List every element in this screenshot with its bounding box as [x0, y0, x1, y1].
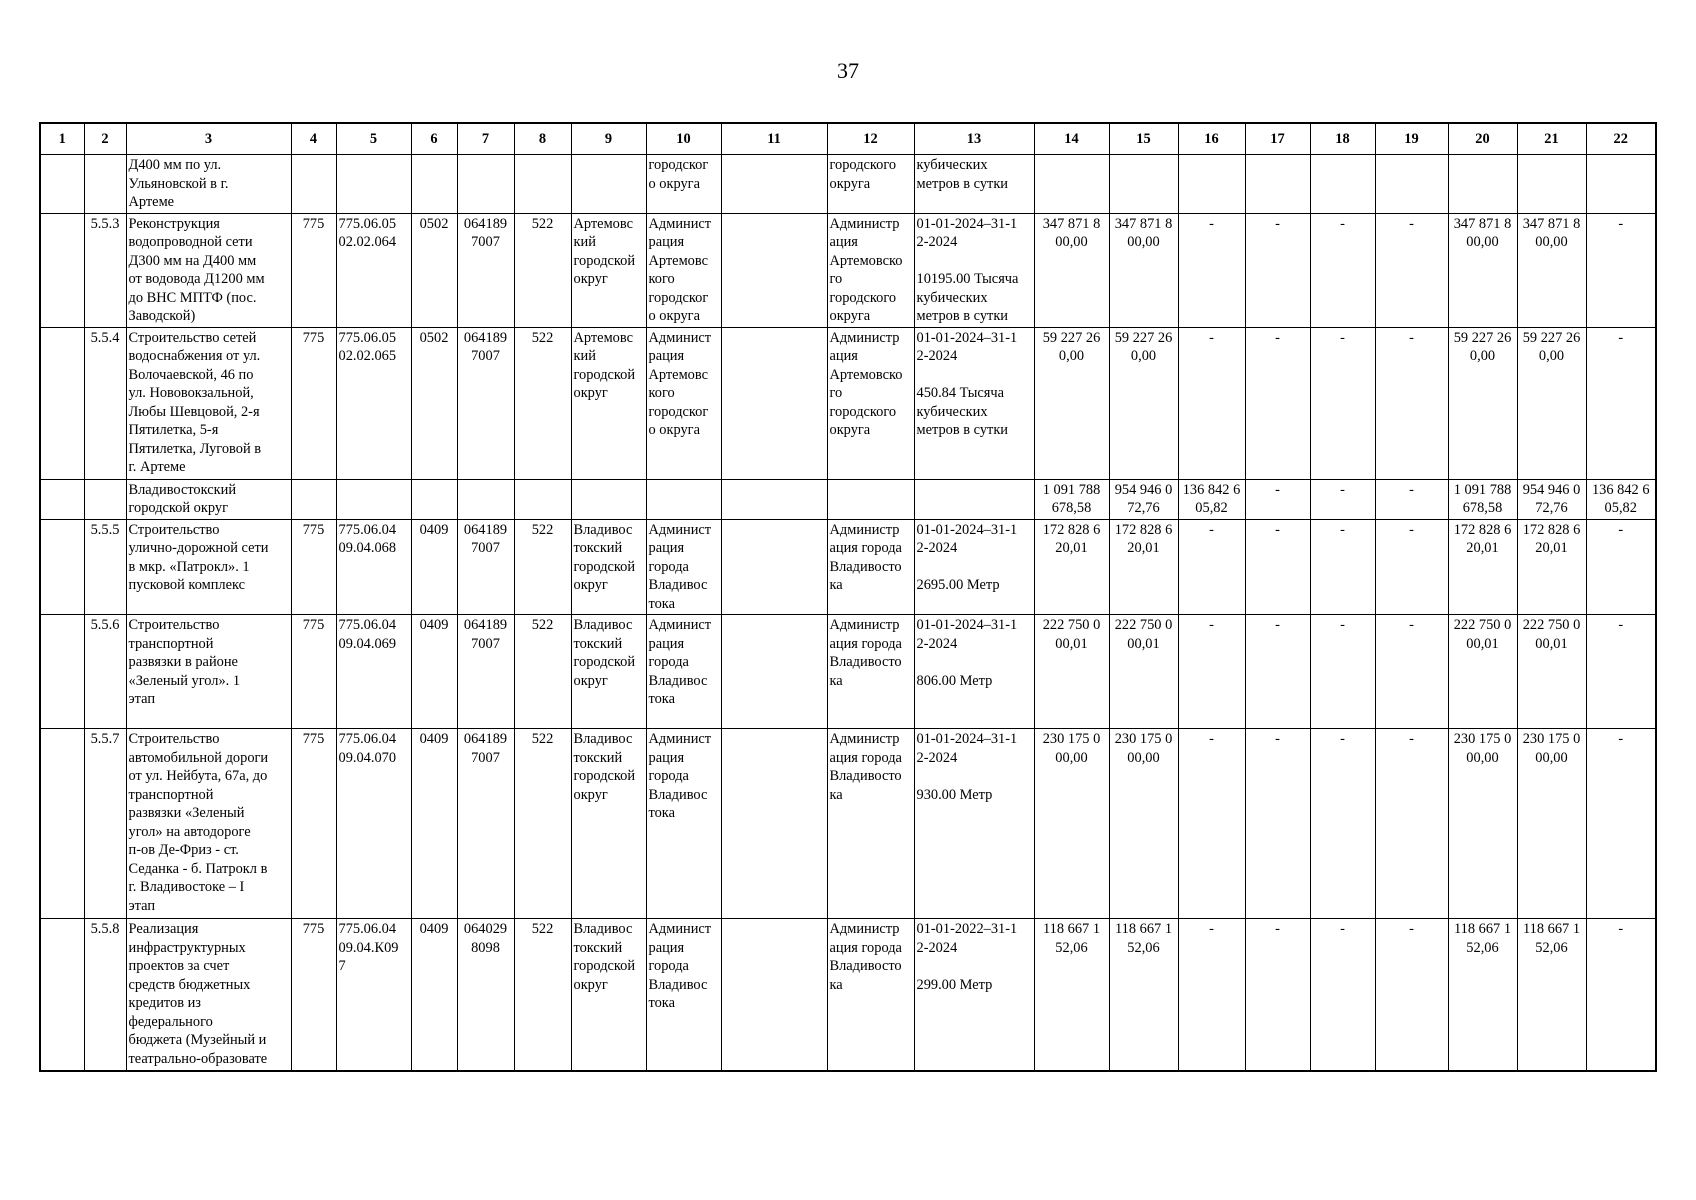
table-cell-col-21: 230 175 0 00,00 — [1517, 729, 1586, 919]
table-cell-col-16 — [1178, 155, 1245, 214]
table-row — [40, 213, 1656, 327]
table-cell-col-7 — [457, 155, 514, 214]
table-cell-col-18: - — [1310, 479, 1375, 519]
column-header: 6 — [411, 123, 457, 155]
table-cell-col-6 — [411, 479, 457, 519]
table-cell-col-7: 064189 7007 — [457, 729, 514, 919]
table-cell-col-9: Владивос токский городской округ — [571, 519, 646, 615]
table-cell-col-2: 5.5.7 — [84, 729, 126, 919]
table-cell-col-12: Администр ация города Владивосто ка — [827, 519, 914, 615]
table-cell-col-17: - — [1245, 327, 1310, 479]
table-cell-col-13: 01-01-2024–31-1 2-2024 450.84 Тысяча кубических метров в сутки — [914, 327, 1034, 479]
table-cell-col-15: 954 946 0 72,76 — [1109, 479, 1178, 519]
table-cell-col-21 — [1517, 155, 1586, 214]
column-header: 19 — [1375, 123, 1448, 155]
table-cell-col-10: Админист рация города Владивос тока — [646, 729, 721, 919]
table-cell-col-11 — [721, 479, 827, 519]
table-row — [40, 615, 1656, 729]
table-cell-col-21: 118 667 1 52,06 — [1517, 919, 1586, 1072]
table-cell-col-14 — [1034, 155, 1109, 214]
table-cell-col-16: - — [1178, 729, 1245, 919]
table-cell-col-10: городског о округа — [646, 155, 721, 214]
table-row — [40, 519, 1656, 615]
table-cell-col-5: 775.06.04 09.04.К09 7 — [336, 919, 411, 1072]
table-cell-col-11 — [721, 919, 827, 1072]
table-cell-col-8 — [514, 479, 571, 519]
table-cell-col-22: - — [1586, 729, 1656, 919]
table-cell-col-9: Владивос токский городской округ — [571, 729, 646, 919]
table-cell-col-8: 522 — [514, 919, 571, 1072]
table-cell-col-15: 118 667 1 52,06 — [1109, 919, 1178, 1072]
table-cell-col-4: 775 — [291, 729, 336, 919]
table-cell-col-3: Строительство транспортной развязки в районе «Зеленый угол». 1 этап — [126, 615, 291, 729]
table-cell-col-11 — [721, 519, 827, 615]
table-cell-col-15: 222 750 0 00,01 — [1109, 615, 1178, 729]
table-cell-col-2: 5.5.3 — [84, 213, 126, 327]
table-cell-col-5: 775.06.05 02.02.065 — [336, 327, 411, 479]
table-cell-col-7: 064029 8098 — [457, 919, 514, 1072]
table-cell-col-8: 522 — [514, 213, 571, 327]
table-cell-col-11 — [721, 729, 827, 919]
table-cell-col-12: Администр ация города Владивосто ка — [827, 729, 914, 919]
table-cell-col-19: - — [1375, 729, 1448, 919]
table-cell-col-1 — [40, 155, 84, 214]
table-cell-col-9: Артемовс кий городской округ — [571, 213, 646, 327]
table-cell-col-9: Артемовс кий городской округ — [571, 327, 646, 479]
table-cell-col-20: 59 227 26 0,00 — [1448, 327, 1517, 479]
table-cell-col-15: 172 828 6 20,01 — [1109, 519, 1178, 615]
column-header: 12 — [827, 123, 914, 155]
table-cell-col-22: - — [1586, 327, 1656, 479]
table-cell-col-13: 01-01-2024–31-1 2-2024 930.00 Метр — [914, 729, 1034, 919]
table-cell-col-19: - — [1375, 519, 1448, 615]
table-cell-col-15 — [1109, 155, 1178, 214]
table-cell-col-3: Строительство автомобильной дороги от ул. Нейбута, 67а, до транспортной развязки «Зеленый угол» на автодороге п-ов Де-Фриз - ст. Седанка - б. Патрокл в г. Владивостоке – I этап — [126, 729, 291, 919]
table-cell-col-1 — [40, 729, 84, 919]
table-cell-col-17: - — [1245, 615, 1310, 729]
column-header: 20 — [1448, 123, 1517, 155]
table-cell-col-20: 347 871 8 00,00 — [1448, 213, 1517, 327]
table-cell-col-14: 230 175 0 00,00 — [1034, 729, 1109, 919]
table-cell-col-18 — [1310, 155, 1375, 214]
table-cell-col-13: 01-01-2022–31-1 2-2024 299.00 Метр — [914, 919, 1034, 1072]
table-cell-col-4: 775 — [291, 919, 336, 1072]
column-header: 1 — [40, 123, 84, 155]
table-cell-col-9 — [571, 479, 646, 519]
table-cell-col-10: Админист рация Артемовс кого городског о округа — [646, 327, 721, 479]
column-header: 10 — [646, 123, 721, 155]
table-cell-col-2: 5.5.8 — [84, 919, 126, 1072]
table-cell-col-13 — [914, 479, 1034, 519]
table-cell-col-22: - — [1586, 919, 1656, 1072]
budget-table — [39, 122, 1657, 1072]
table-cell-col-18: - — [1310, 519, 1375, 615]
table-cell-col-4: 775 — [291, 213, 336, 327]
table-cell-col-21: 222 750 0 00,01 — [1517, 615, 1586, 729]
table-cell-col-1 — [40, 615, 84, 729]
table-cell-col-11 — [721, 327, 827, 479]
table-cell-col-16: - — [1178, 615, 1245, 729]
table-cell-col-4: 775 — [291, 519, 336, 615]
table-cell-col-7: 064189 7007 — [457, 327, 514, 479]
table-cell-col-5: 775.06.04 09.04.069 — [336, 615, 411, 729]
table-cell-col-8 — [514, 155, 571, 214]
table-cell-col-6: 0409 — [411, 729, 457, 919]
column-header: 9 — [571, 123, 646, 155]
table-cell-col-8: 522 — [514, 327, 571, 479]
table-cell-col-19: - — [1375, 479, 1448, 519]
table-cell-col-13: кубических метров в сутки — [914, 155, 1034, 214]
table-cell-col-14: 59 227 26 0,00 — [1034, 327, 1109, 479]
table-cell-col-13: 01-01-2024–31-1 2-2024 10195.00 Тысяча кубических метров в сутки — [914, 213, 1034, 327]
table-cell-col-10: Админист рация Артемовс кого городског о округа — [646, 213, 721, 327]
table-cell-col-7: 064189 7007 — [457, 519, 514, 615]
table-cell-col-8: 522 — [514, 519, 571, 615]
table-cell-col-17: - — [1245, 519, 1310, 615]
column-header: 21 — [1517, 123, 1586, 155]
column-header: 13 — [914, 123, 1034, 155]
table-cell-col-14: 118 667 1 52,06 — [1034, 919, 1109, 1072]
table-cell-col-13: 01-01-2024–31-1 2-2024 2695.00 Метр — [914, 519, 1034, 615]
table-cell-col-22 — [1586, 155, 1656, 214]
table-row — [40, 327, 1656, 479]
table-cell-col-9: Владивос токский городской округ — [571, 615, 646, 729]
table-cell-col-18: - — [1310, 729, 1375, 919]
table-cell-col-6 — [411, 155, 457, 214]
table-cell-col-7: 064189 7007 — [457, 213, 514, 327]
table-cell-col-9: Владивос токский городской округ — [571, 919, 646, 1072]
table-cell-col-12: городского округа — [827, 155, 914, 214]
table-cell-col-4 — [291, 479, 336, 519]
table-cell-col-11 — [721, 615, 827, 729]
table-cell-col-3: Реализация инфраструктурных проектов за счет средств бюджетных кредитов из федерального бюджета (Музейный и театрально-образовате — [126, 919, 291, 1072]
table-cell-col-3: Строительство улично-дорожной сети в мкр. «Патрокл». 1 пусковой комплекс — [126, 519, 291, 615]
table-cell-col-12: Администр ация города Владивосто ка — [827, 615, 914, 729]
table-cell-col-13: 01-01-2024–31-1 2-2024 806.00 Метр — [914, 615, 1034, 729]
table-cell-col-22: - — [1586, 615, 1656, 729]
table-cell-col-6: 0502 — [411, 213, 457, 327]
table-cell-col-17: - — [1245, 213, 1310, 327]
table-cell-col-5 — [336, 155, 411, 214]
table-cell-col-6: 0409 — [411, 519, 457, 615]
table-cell-col-17 — [1245, 155, 1310, 214]
table-cell-col-5: 775.06.05 02.02.064 — [336, 213, 411, 327]
table-cell-col-10 — [646, 479, 721, 519]
table-cell-col-2: 5.5.5 — [84, 519, 126, 615]
column-header: 22 — [1586, 123, 1656, 155]
table-cell-col-10: Админист рация города Владивос тока — [646, 519, 721, 615]
table-cell-col-1 — [40, 919, 84, 1072]
column-header: 5 — [336, 123, 411, 155]
table-cell-col-4: 775 — [291, 327, 336, 479]
table-cell-col-19: - — [1375, 919, 1448, 1072]
table-cell-col-18: - — [1310, 919, 1375, 1072]
table-cell-col-12 — [827, 479, 914, 519]
table-cell-col-7 — [457, 479, 514, 519]
table-cell-col-14: 1 091 788 678,58 — [1034, 479, 1109, 519]
table-cell-col-4 — [291, 155, 336, 214]
table-cell-col-16: - — [1178, 327, 1245, 479]
column-header: 18 — [1310, 123, 1375, 155]
table-cell-col-3: Владивостокский городской округ — [126, 479, 291, 519]
table-cell-col-5: 775.06.04 09.04.068 — [336, 519, 411, 615]
table-cell-col-3: Реконструкция водопроводной сети Д300 мм на Д400 мм от водовода Д1200 мм до ВНС МПТФ (пос. Заводской) — [126, 213, 291, 327]
table-cell-col-10: Админист рация города Владивос тока — [646, 615, 721, 729]
table-cell-col-2 — [84, 155, 126, 214]
table-cell-col-20: 172 828 6 20,01 — [1448, 519, 1517, 615]
table-cell-col-1 — [40, 519, 84, 615]
table-row — [40, 479, 1656, 519]
table-cell-col-14: 347 871 8 00,00 — [1034, 213, 1109, 327]
table-cell-col-14: 172 828 6 20,01 — [1034, 519, 1109, 615]
table-cell-col-21: 954 946 0 72,76 — [1517, 479, 1586, 519]
table-cell-col-6: 0502 — [411, 327, 457, 479]
column-header: 17 — [1245, 123, 1310, 155]
table-cell-col-22: - — [1586, 213, 1656, 327]
column-header: 3 — [126, 123, 291, 155]
table-cell-col-3: Строительство сетей водоснабжения от ул. Волочаевской, 46 по ул. Нововокзальной, Любы Шевцовой, 2-я Пятилетка, 5-я Пятилетка, Луговой в г. Артеме — [126, 327, 291, 479]
table-cell-col-12: Администр ация Артемовско го городского округа — [827, 213, 914, 327]
table-cell-col-17: - — [1245, 729, 1310, 919]
table-cell-col-16: - — [1178, 213, 1245, 327]
column-header: 4 — [291, 123, 336, 155]
table-cell-col-20: 230 175 0 00,00 — [1448, 729, 1517, 919]
table-cell-col-18: - — [1310, 615, 1375, 729]
table-cell-col-6: 0409 — [411, 919, 457, 1072]
table-cell-col-1 — [40, 479, 84, 519]
table-cell-col-1 — [40, 327, 84, 479]
column-header: 11 — [721, 123, 827, 155]
table-cell-col-11 — [721, 155, 827, 214]
table-cell-col-18: - — [1310, 327, 1375, 479]
header-row — [40, 123, 1656, 155]
table-cell-col-2: 5.5.4 — [84, 327, 126, 479]
table-cell-col-15: 230 175 0 00,00 — [1109, 729, 1178, 919]
table-cell-col-20: 1 091 788 678,58 — [1448, 479, 1517, 519]
table-cell-col-9 — [571, 155, 646, 214]
table-cell-col-3: Д400 мм по ул. Ульяновской в г. Артеме — [126, 155, 291, 214]
column-header: 15 — [1109, 123, 1178, 155]
column-header: 14 — [1034, 123, 1109, 155]
table-cell-col-7: 064189 7007 — [457, 615, 514, 729]
table-cell-col-19: - — [1375, 213, 1448, 327]
table-cell-col-8: 522 — [514, 729, 571, 919]
table-cell-col-10: Админист рация города Владивос тока — [646, 919, 721, 1072]
table-row — [40, 919, 1656, 1072]
table-cell-col-17: - — [1245, 479, 1310, 519]
column-header: 16 — [1178, 123, 1245, 155]
table-cell-col-11 — [721, 213, 827, 327]
table-cell-col-19 — [1375, 155, 1448, 214]
table-cell-col-14: 222 750 0 00,01 — [1034, 615, 1109, 729]
table-cell-col-22: - — [1586, 519, 1656, 615]
table-row — [40, 729, 1656, 919]
table-cell-col-17: - — [1245, 919, 1310, 1072]
table-cell-col-12: Администр ация города Владивосто ка — [827, 919, 914, 1072]
table-cell-col-6: 0409 — [411, 615, 457, 729]
column-header: 7 — [457, 123, 514, 155]
table-cell-col-15: 59 227 26 0,00 — [1109, 327, 1178, 479]
table-cell-col-8: 522 — [514, 615, 571, 729]
column-header: 8 — [514, 123, 571, 155]
table-cell-col-20 — [1448, 155, 1517, 214]
table-cell-col-21: 172 828 6 20,01 — [1517, 519, 1586, 615]
table-cell-col-21: 347 871 8 00,00 — [1517, 213, 1586, 327]
table-cell-col-1 — [40, 213, 84, 327]
table-cell-col-18: - — [1310, 213, 1375, 327]
table-cell-col-15: 347 871 8 00,00 — [1109, 213, 1178, 327]
table-cell-col-16: - — [1178, 519, 1245, 615]
table-cell-col-16: - — [1178, 919, 1245, 1072]
table-cell-col-22: 136 842 6 05,82 — [1586, 479, 1656, 519]
table-cell-col-2 — [84, 479, 126, 519]
page-number: 37 — [837, 58, 859, 83]
table-cell-col-20: 222 750 0 00,01 — [1448, 615, 1517, 729]
table-cell-col-16: 136 842 6 05,82 — [1178, 479, 1245, 519]
column-header: 2 — [84, 123, 126, 155]
table-cell-col-4: 775 — [291, 615, 336, 729]
table-row — [40, 155, 1656, 214]
table-cell-col-2: 5.5.6 — [84, 615, 126, 729]
table-cell-col-19: - — [1375, 327, 1448, 479]
table-cell-col-20: 118 667 1 52,06 — [1448, 919, 1517, 1072]
table-cell-col-5 — [336, 479, 411, 519]
table-cell-col-12: Администр ация Артемовско го городского округа — [827, 327, 914, 479]
table-cell-col-19: - — [1375, 615, 1448, 729]
table-cell-col-5: 775.06.04 09.04.070 — [336, 729, 411, 919]
table-cell-col-21: 59 227 26 0,00 — [1517, 327, 1586, 479]
